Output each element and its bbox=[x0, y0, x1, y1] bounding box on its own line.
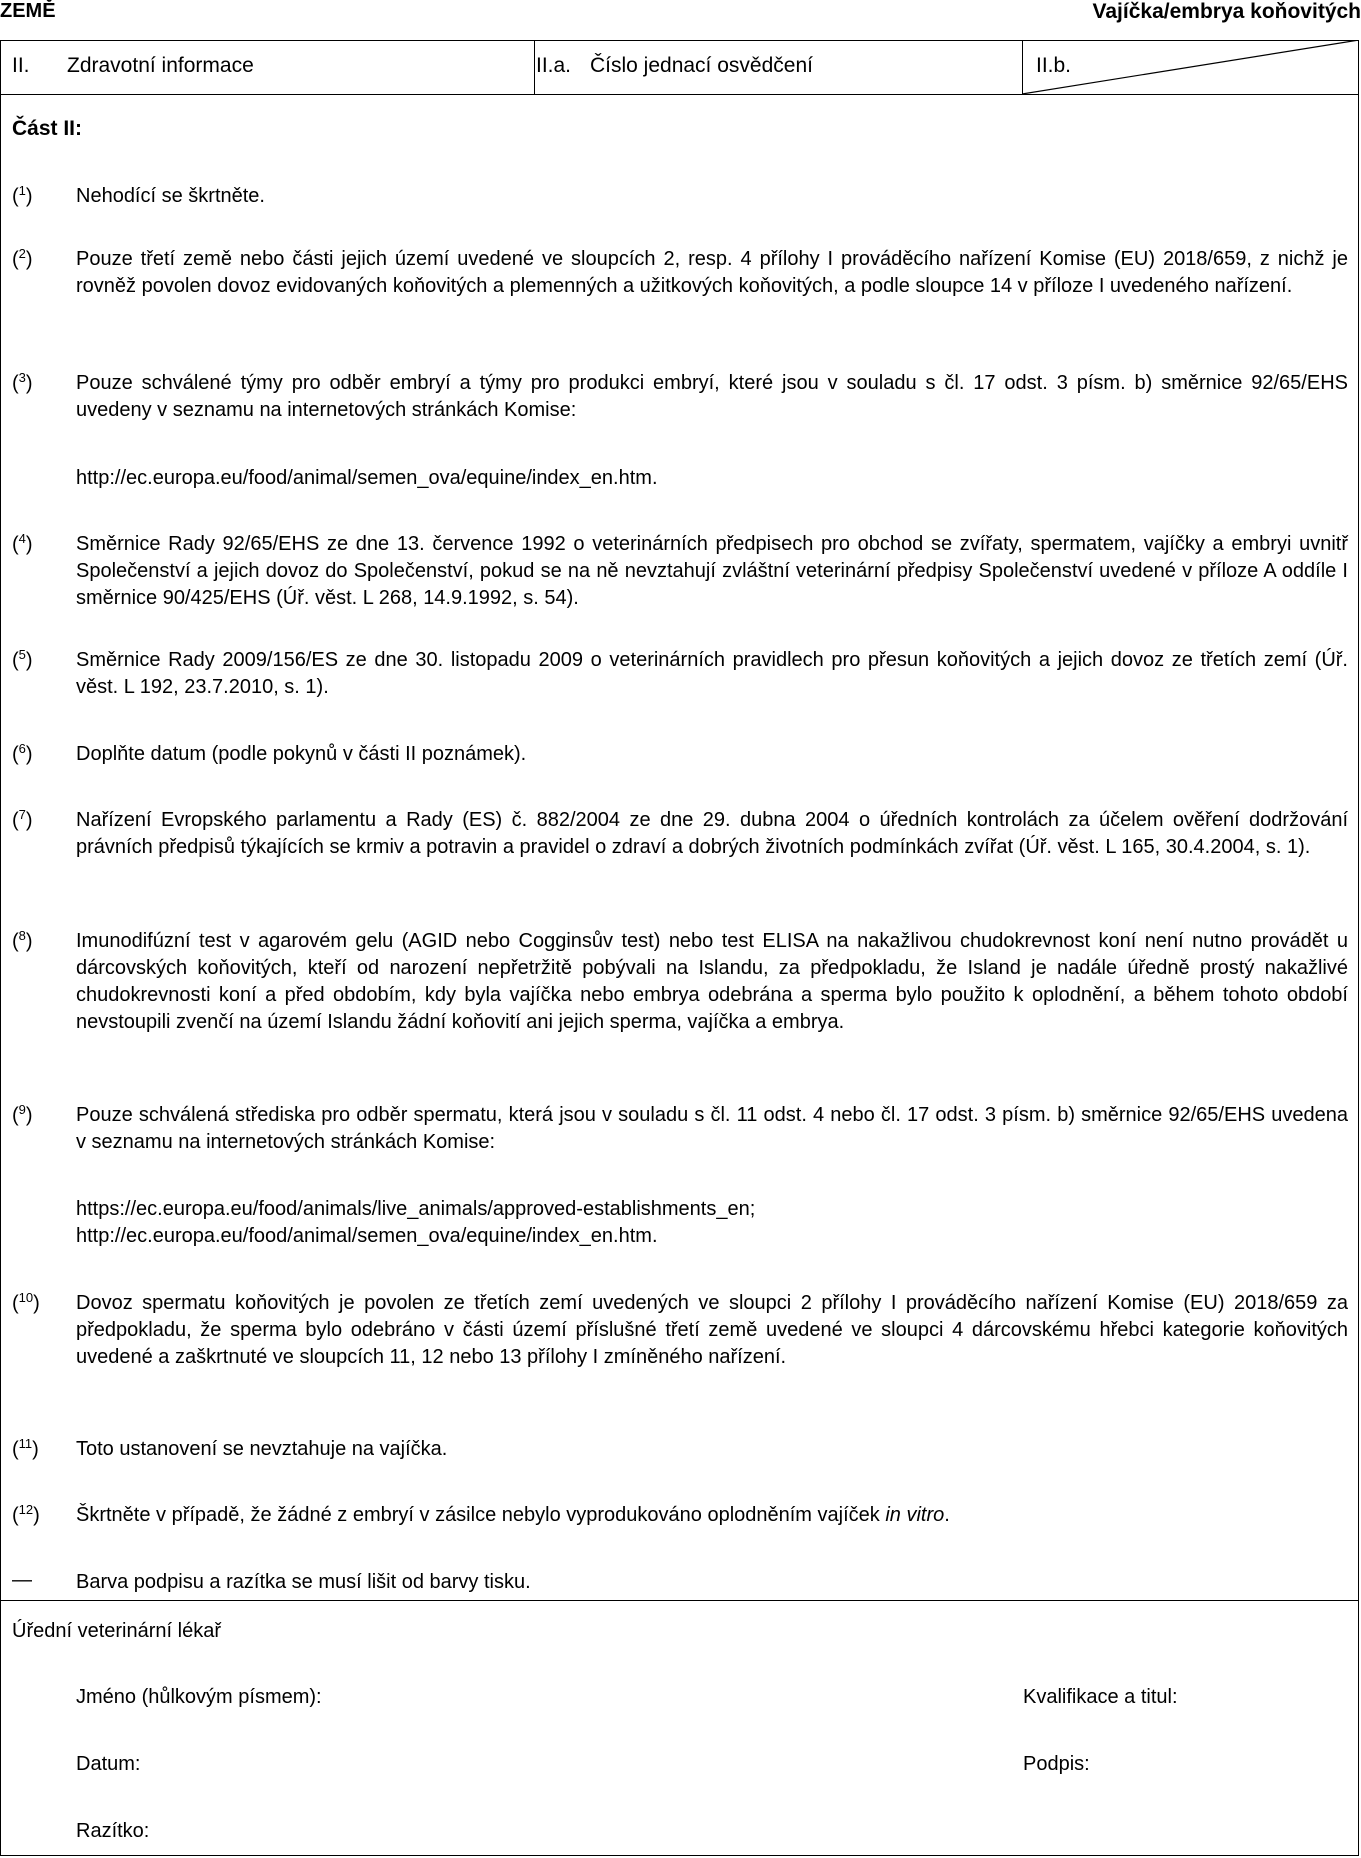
footnote-number: 10 bbox=[18, 1290, 34, 1305]
footnote-text: Pouze schválená střediska pro odběr spermatu, která jsou v souladu s čl. 11 odst. 4 nebo čl. 17 odst. 3 písm. b) směrnice 92/65/EHS uvedena v seznamu na internetových stránkách Komise: bbox=[76, 1104, 1348, 1153]
dash-note-text: Barva podpisu a razítka se musí lišit od barvy tisku. bbox=[76, 1571, 531, 1593]
name-label: Jméno (hůlkovým písmem): bbox=[76, 1686, 322, 1708]
part-title: Část II: bbox=[12, 117, 83, 140]
footnote-number: 9 bbox=[18, 1102, 26, 1117]
footnote-text: Dovoz spermatu koňovitých je povolen ze třetích zemí uvedených ve sloupci 2 přílohy I prováděcího nařízení Komise (EU) 2018/659 za předpokladu, že sperma bylo odebráno v části území příslušné třetí země uvedené ve sloupci 4 dárcovskému hřebci kategorie koňovitých uvedené a zaškrtnuté ve sloupcích 11, 12 nebo 13 přílohy I zmíněného nařízení. bbox=[76, 1292, 1348, 1368]
ref-title: Číslo jednací osvědčení bbox=[590, 54, 813, 77]
footnote-number: 3 bbox=[18, 370, 26, 385]
footnote-number: 8 bbox=[18, 928, 26, 943]
footnote-number: 2 bbox=[18, 246, 26, 261]
qualification-label: Kvalifikace a titul: bbox=[1023, 1686, 1178, 1708]
footnote-number: 7 bbox=[18, 807, 26, 822]
iib-diagonal-line bbox=[1022, 40, 1359, 94]
footnote-number: 4 bbox=[18, 531, 26, 546]
signature-label: Podpis: bbox=[1023, 1753, 1090, 1775]
footnote-text: Doplňte datum (podle pokynů v části II poznámek). bbox=[76, 743, 527, 765]
footnote-text: Směrnice Rady 92/65/EHS ze dne 13. července 1992 o veterinárních předpisech pro obchod se zvířaty, spermatem, vajíčky a embryi uvnitř Společenství a jejich dovoz do Společenství, pokud se na ně nevztahují zvláštní veterinární předpisy Společenství uvedené v příloze A oddíle I směrnice 90/425/EHS (Úř. věst. L 268, 14.9.1992, s. 54). bbox=[76, 533, 1348, 609]
footnote-text: Toto ustanovení se nevztahuje na vajíčka. bbox=[76, 1438, 448, 1460]
certificate-type: Vajíčka/embrya koňovitých bbox=[1092, 0, 1361, 23]
header-divider-1 bbox=[534, 40, 535, 94]
footnote-text: Nehodící se škrtněte. bbox=[76, 185, 265, 207]
footnote-text: Pouze schválené týmy pro odběr embryí a týmy pro produkci embryí, které jsou v souladu s čl. 17 odst. 3 písm. b) směrnice 92/65/EHS uvedeny v seznamu na internetových stránkách Komise: bbox=[76, 372, 1348, 421]
footnote-url: https://ec.europa.eu/food/animals/live_animals/approved-establishments_en; bbox=[76, 1198, 756, 1220]
dash-symbol: — bbox=[12, 1569, 32, 1591]
footnote-number: 1 bbox=[18, 183, 26, 198]
footnote-text: Pouze třetí země nebo části jejich území uvedené ve sloupcích 2, resp. 4 přílohy I prováděcího nařízení Komise (EU) 2018/659, z nichž je rovněž povolen dovoz evidovaných koňovitých a plemenných a užitkových koňovitých, a podle sloupce 14 v příloze I uvedeného nařízení. bbox=[76, 248, 1348, 297]
country-label: ZEMĚ bbox=[0, 0, 56, 22]
footnote-text: Škrtněte v případě, že žádné z embryí v zásilce nebylo vyprodukováno oplodněním vajíček in vitro. bbox=[76, 1504, 950, 1526]
footnote-number: 6 bbox=[18, 741, 26, 756]
header-divider bbox=[0, 94, 1359, 95]
date-label: Datum: bbox=[76, 1753, 141, 1775]
footnote-text: Imunodifúzní test v agarovém gelu (AGID nebo Cogginsův test) nebo test ELISA na nakažlivou chudokrevnost koní není nutno provádět u dárcovských koňovitých, kteří od narození nepřetržitě pobývali na Islandu, za předpokladu, že Island je nadále úředně prostý nakažlivé chudokrevnosti koní a před obdobím, kdy byla vajíčka nebo embrya odebrána a sperma bylo použito k oplodnění, a během tohoto období nevstoupili zvenčí na území Islandu žádní koňovití ani jejich sperma, vajíčka a embrya. bbox=[76, 930, 1348, 1033]
signature-divider bbox=[0, 1600, 1359, 1601]
footnote-url: http://ec.europa.eu/food/animal/semen_ova/equine/index_en.htm. bbox=[76, 1225, 658, 1247]
ref-label: II.a. bbox=[536, 54, 572, 77]
footnote-text: Směrnice Rady 2009/156/ES ze dne 30. listopadu 2009 o veterinárních pravidlech pro přesun koňovitých a jejich dovoz ze třetích zemí (Úř. věst. L 192, 23.7.2010, s. 1). bbox=[76, 649, 1348, 698]
iib-label: II.b. bbox=[1036, 54, 1072, 77]
section-number: II. bbox=[12, 54, 30, 77]
footnote-number: 12 bbox=[18, 1502, 34, 1517]
footnote-text: Nařízení Evropského parlamentu a Rady (ES) č. 882/2004 ze dne 29. dubna 2004 o úředních kontrolách za účelem ověření dodržování právních předpisů týkajících se krmiv a potravin a pravidel o zdraví a dobrých životních podmínkách zvířat (Úř. věst. L 165, 30.4.2004, s. 1). bbox=[76, 809, 1348, 858]
footnote-number: 11 bbox=[18, 1436, 33, 1451]
footnote-url: http://ec.europa.eu/food/animal/semen_ova/equine/index_en.htm. bbox=[76, 467, 658, 489]
footnote-number: 5 bbox=[18, 647, 26, 662]
stamp-label: Razítko: bbox=[76, 1820, 150, 1842]
veterinarian-title: Úřední veterinární lékař bbox=[12, 1620, 221, 1642]
section-title: Zdravotní informace bbox=[67, 54, 254, 77]
